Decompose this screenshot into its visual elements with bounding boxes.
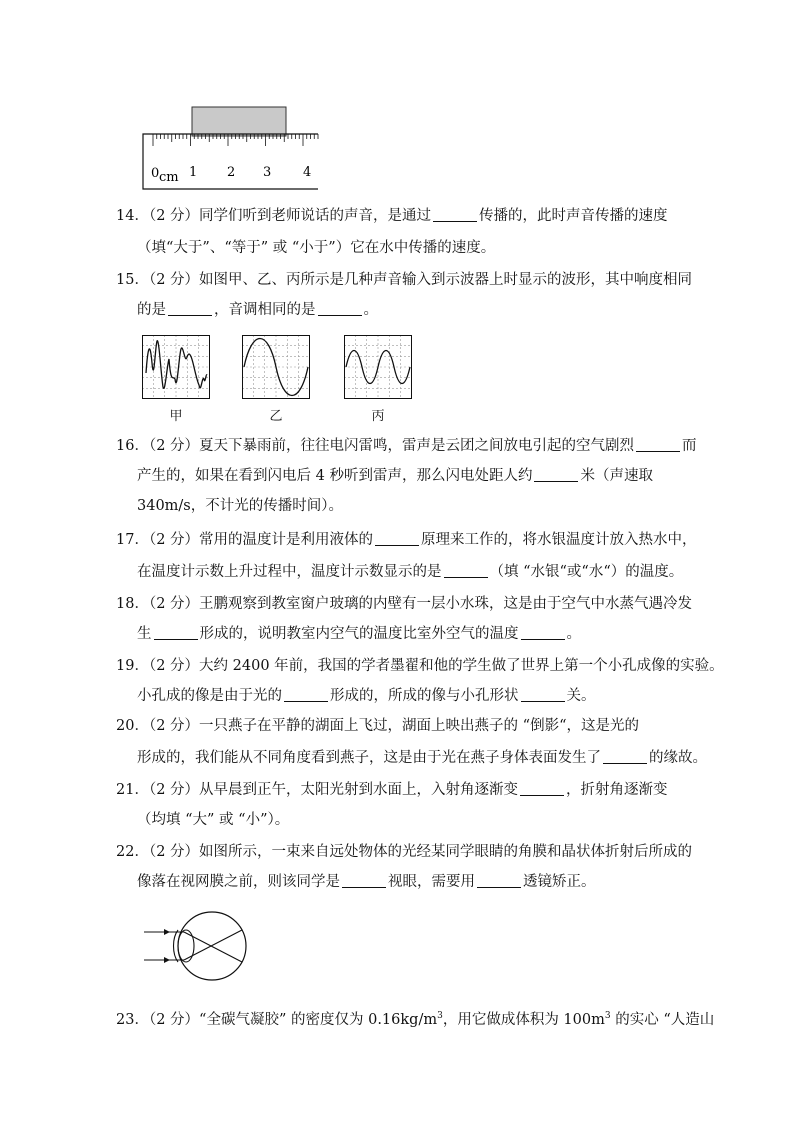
text: 一只燕子在平静的湖面上飞过，湖面上映出燕子的 “倒影“，这是光的 [199,718,639,734]
text: 形成的，所成的像与小孔形状 [330,688,519,704]
question-20-line1 [116,716,639,736]
ruler-unit-label: cm [159,170,179,185]
text: 同学们听到老师说话的声音，是通过 [199,208,432,224]
text: 如图所示，一束来自远处物体的光经某同学眼睛的角膜和晶状体折射后所成的 [199,844,693,860]
ruler-zero-label: 0 [151,166,160,181]
ruler-tick-label: 3 [263,165,272,180]
question-18-line2 [137,624,581,644]
text: 在温度计示数上升过程中，温度计示数显示的是 [137,564,442,580]
text: 形成的，说明教室内空气的温度比室外空气的温度 [199,626,519,642]
answer-blank[interactable] [603,749,647,764]
question-16-line3: 340m/s，不计光的传播时间）。 [137,498,344,514]
caption-yi: 乙 [269,409,283,424]
ruler-tick-label: 4 [303,165,312,180]
text: 生 [137,626,152,642]
question-16-line2 [137,466,653,486]
text: 关。 [566,688,596,704]
text: 王鹏观察到教室窗户玻璃的内壁有一层小水珠，这是由于空气中水蒸气遇冷发 [199,596,693,612]
ray-arrow-bottom [164,957,170,963]
text: 而 [682,438,697,454]
refracted-ray-bottom [184,930,242,960]
question-19-line2 [137,686,596,706]
question-number: 18．（2 分） [116,596,200,612]
text: 原理来工作的，将水银温度计放入热水中， [421,532,697,548]
question-21-line2: （均填 “大” 或 “小”）。 [137,812,290,828]
text: “全碳气凝胶” 的密度仅为 0.16kg/m [199,1012,438,1028]
ray-arrow-top [164,929,170,935]
question-number: 22．（2 分） [116,844,200,860]
answer-blank[interactable] [318,301,362,316]
ruler-tick-label: 1 [189,165,198,180]
text: 。 [363,302,378,318]
answer-blank[interactable] [342,873,386,888]
question-number: 23．（2 分） [116,1012,200,1028]
caption-jia: 甲 [169,409,183,424]
answer-blank[interactable] [375,531,419,546]
question-16-line1 [116,436,697,456]
question-number: 19．（2 分） [116,658,200,674]
refracted-ray-top [184,932,242,962]
question-15-line2 [137,300,378,320]
text: 米（声速取 [580,468,653,484]
text: 形成的，我们能从不同角度看到燕子，这是由于光在燕子身体表面发生了 [137,750,601,766]
answer-blank[interactable] [520,781,564,796]
text: 视眼，需要用 [388,874,475,890]
answer-blank[interactable] [168,301,212,316]
question-number: 16．（2 分） [116,438,200,454]
superscript: 3 [437,1011,443,1022]
text: ，音调相同的是 [214,302,316,318]
ruler-figure [135,103,325,193]
text: 的缘故。 [649,750,707,766]
text: 像落在视网膜之前，则该同学是 [137,874,340,890]
text: 如图甲、乙、丙所示是几种声音输入到示波器上时显示的波形，其中响度相同 [199,272,693,288]
text: 从早晨到正午，太阳光射到水面上，入射角逐渐变 [199,782,519,798]
oscilloscope-bing [344,335,412,399]
question-15-line1 [116,270,692,290]
answer-blank[interactable] [534,467,578,482]
ruler-ticks [153,134,318,146]
text: 的实心 “人造山 [610,1012,715,1028]
oscilloscope-yi [242,335,310,399]
waveform-jia [146,341,207,389]
question-number: 17．（2 分） [116,532,200,548]
answer-blank[interactable] [154,625,198,640]
question-17-line2 [137,562,683,582]
question-number: 15．（2 分） [116,272,200,288]
ruler-tick-label: 2 [227,165,236,180]
question-14-line2: （填“大于”、“等于” 或 “小于”）它在水中传播的速度。 [137,240,496,256]
question-number: 14．（2 分） [116,208,200,224]
text: 大约 2400 年前，我国的学者墨翟和他的学生做了世界上第一个小孔成像的实验。 [199,658,724,674]
text: 透镜矫正。 [523,874,596,890]
caption-bing: 丙 [371,409,385,424]
question-number: 21．（2 分） [116,782,200,798]
text: 小孔成的像是由于光的 [137,688,282,704]
text: ，用它做成体积为 100m [442,1012,605,1028]
answer-blank[interactable] [521,687,565,702]
question-22-line1 [116,842,692,862]
measured-block [192,107,286,136]
answer-blank[interactable] [477,873,521,888]
text: 常用的温度计是利用液体的 [199,532,374,548]
text: 传播的，此时声音传播的速度 [479,208,668,224]
question-number: 20．（2 分） [116,718,200,734]
question-22-line2 [137,872,596,892]
text: 夏天下暴雨前，往往电闪雷鸣，雷声是云团之间放电引起的空气剧烈 [199,438,635,454]
answer-blank[interactable] [284,687,328,702]
lens [178,930,194,962]
question-19-line1 [116,656,724,676]
text: 的是 [137,302,166,318]
text: 。 [566,626,581,642]
question-18-line1 [116,594,692,614]
text: 产生的，如果在看到闪电后 4 秒听到雷声，那么闪电处距人约 [137,468,533,484]
answer-blank[interactable] [636,437,680,452]
superscript: 3 [604,1011,611,1022]
question-21-line1 [116,780,668,800]
question-14-line1 [116,206,668,226]
answer-blank[interactable] [521,625,565,640]
question-17-line1 [116,530,697,550]
answer-blank[interactable] [444,563,488,578]
question-23-line1 [116,1010,714,1030]
text: （填 “水银“或“水“）的温度。 [489,564,684,580]
eye-diagram [142,908,252,984]
cornea [174,930,179,962]
answer-blank[interactable] [433,207,477,222]
oscilloscope-jia [142,335,210,399]
text: ，折射角逐渐变 [566,782,668,798]
question-20-line2 [137,748,707,768]
